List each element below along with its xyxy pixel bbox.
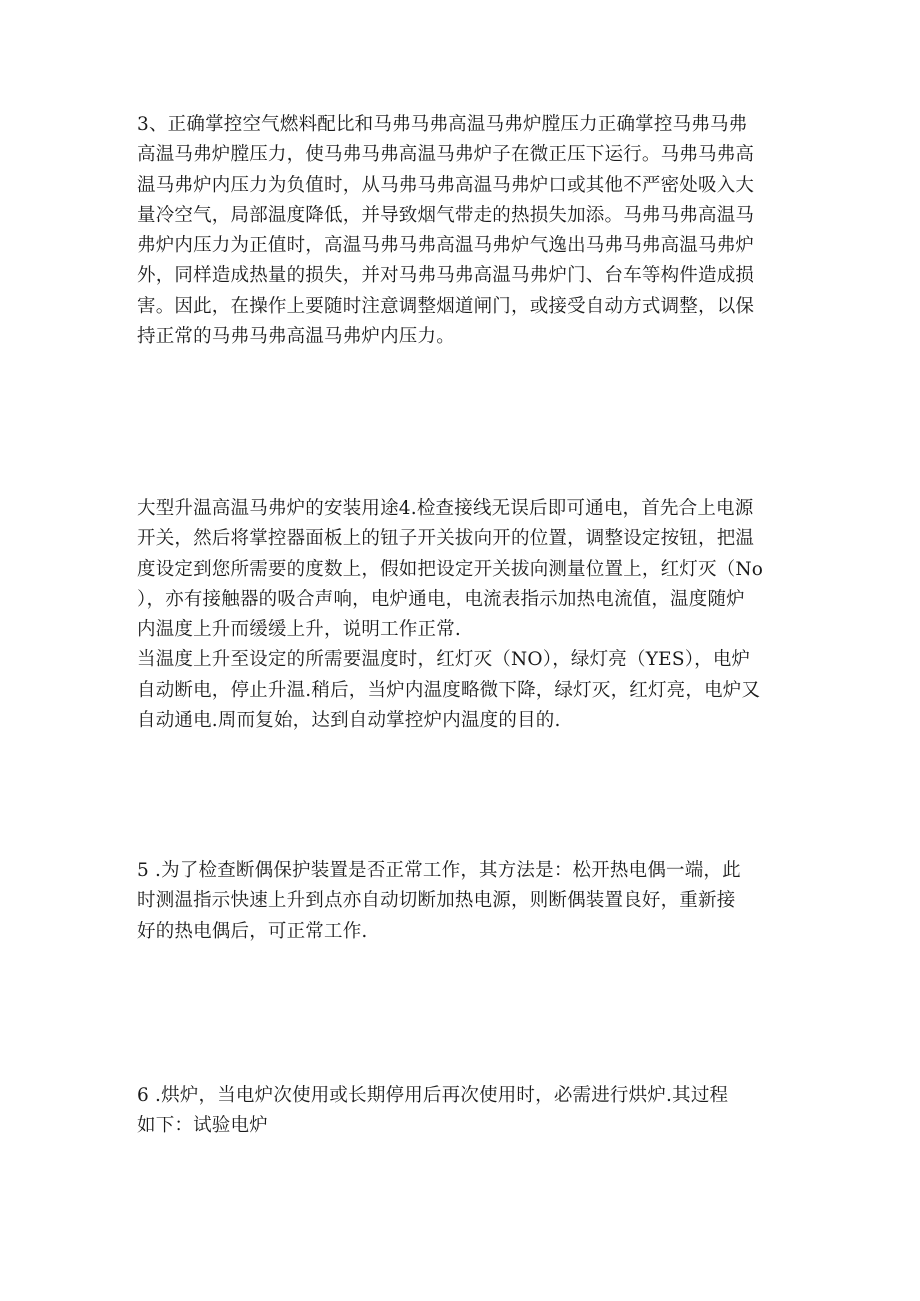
text-line: ），亦有接触器的吸合声响，电炉通电，电流表指示加热电流值，温度随炉 (137, 588, 745, 610)
text-line: 5 .为了检查断偶保护装置是否正常工作，其方法是：松开热电偶一端，此 (137, 860, 741, 881)
text-line: 温马弗炉内压力为负值时，从马弗马弗高温马弗炉口或其他不严密处吸入大 (137, 174, 755, 196)
paragraph-oven-baking (137, 1081, 787, 1142)
text-line: 外，同样造成热量的损失，并对马弗马弗高温马弗炉门、台车等构件造成损 (137, 265, 755, 287)
text-line: 高温马弗炉膛压力，使马弗马弗高温马弗炉子在微正压下运行。马弗马弗高 (137, 144, 755, 166)
text-line: 开关，然后将掌控器面板上的钮子开关拔向开的位置，调整设定按钮，把温 (137, 528, 755, 550)
text-line: 如下：试验电炉 (137, 1115, 268, 1137)
text-line: 持正常的马弗马弗高温马弗炉内压力。 (137, 326, 455, 348)
text-line: 3、正确掌控空气燃料配比和马弗马弗高温马弗炉膛压力正确掌控马弗马弗 (137, 114, 748, 135)
text-line: 内温度上升而缓缓上升，说明工作正常. (137, 619, 461, 641)
text-line: 大型升温高温马弗炉的安装用途4.检查接线无误后即可通电，首先合上电源 (137, 498, 754, 519)
text-line: 量冷空气，局部温度降低，并导致烟气带走的热损失加添。马弗马弗高温马 (137, 204, 755, 226)
paragraph-furnace-pressure (137, 110, 787, 352)
text-line: 好的热电偶后，可正常工作. (137, 920, 368, 942)
paragraph-installation-power-on (137, 494, 787, 736)
paragraph-thermocouple-check (137, 856, 787, 947)
text-line: 弗炉内压力为正值时，高温马弗马弗高温马弗炉气逸出马弗马弗高温马弗炉 (137, 235, 755, 257)
text-line: 自动断电，停止升温.稍后，当炉内温度略微下降，绿灯灭，红灯亮，电炉又 (137, 679, 761, 701)
text-line: 害。因此，在操作上要随时注意调整烟道闸门，或接受自动方式调整，以保 (137, 295, 755, 317)
text-line: 自动通电.周而复始，达到自动掌控炉内温度的目的. (137, 710, 561, 732)
text-line: 度设定到您所需要的度数上，假如把设定开关拔向测量位置上，红灯灭（No (137, 558, 764, 580)
text-line: 时测温指示快速上升到点亦自动切断加热电源，则断偶装置良好，重新接 (137, 890, 736, 912)
text-line: 当温度上升至设定的所需要温度时，红灯灭（NO），绿灯亮（YES），电炉 (137, 649, 751, 671)
text-line: 6 .烘炉，当电炉次使用或长期停用后再次使用时，必需进行烘炉.其过程 (137, 1085, 729, 1106)
